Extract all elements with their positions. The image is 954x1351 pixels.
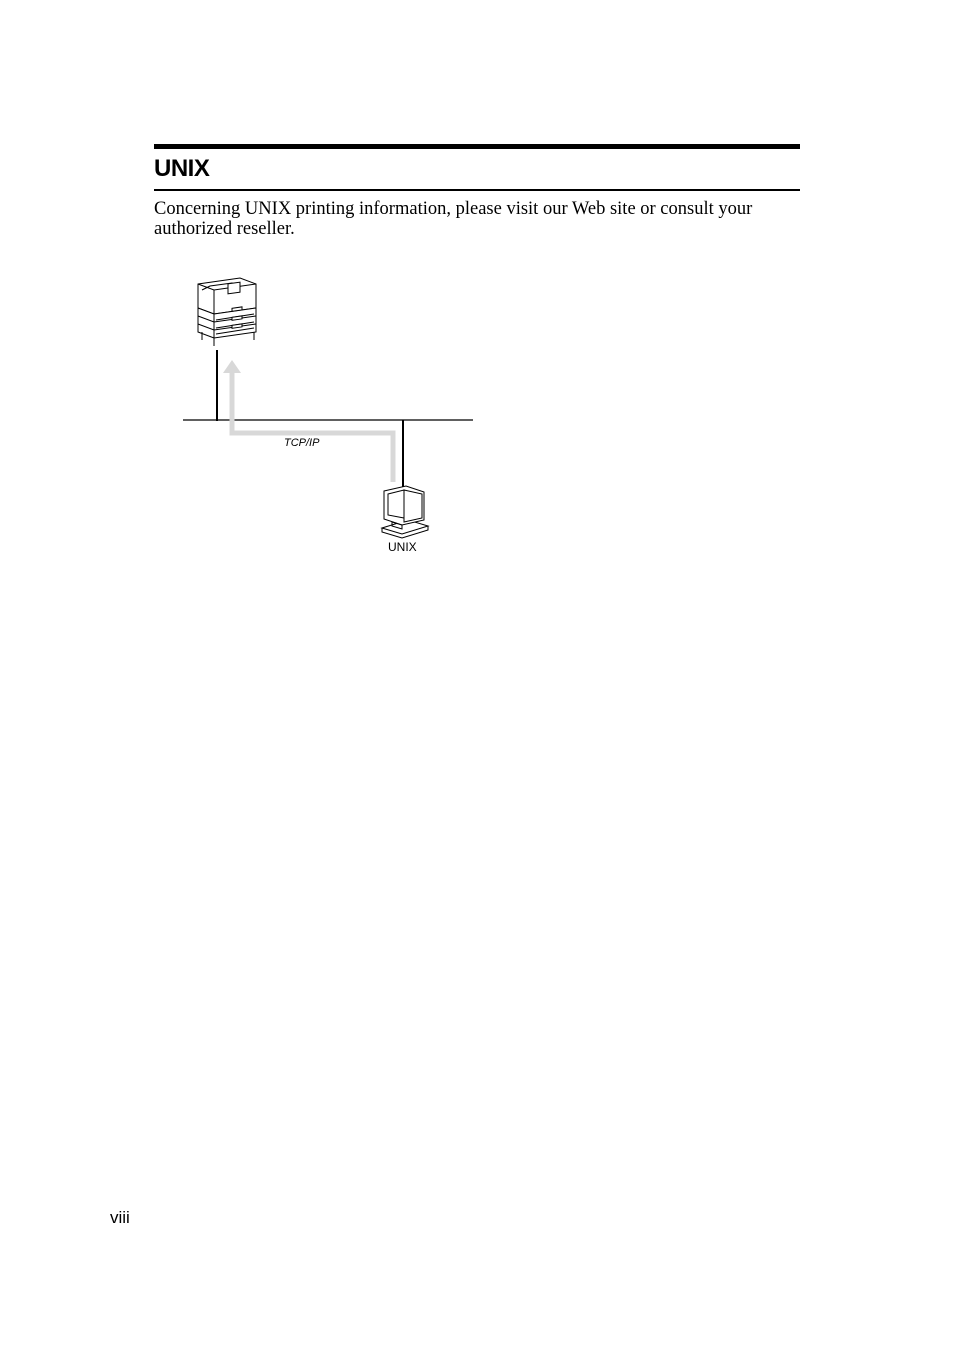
- heading-underline: [154, 189, 800, 191]
- protocol-label: TCP/IP: [284, 437, 320, 449]
- page-number: viii: [110, 1208, 130, 1227]
- computer-label: UNIX: [388, 540, 417, 554]
- data-flow-arrow: [223, 360, 393, 482]
- network-diagram: [170, 270, 490, 570]
- top-rule: [154, 144, 800, 149]
- computer-icon: [382, 486, 428, 538]
- printer-icon: [198, 278, 256, 346]
- body-paragraph: Concerning UNIX printing information, please visit our Web site or consult your authorized reseller.: [154, 199, 753, 239]
- section-heading: UNIX: [154, 155, 210, 182]
